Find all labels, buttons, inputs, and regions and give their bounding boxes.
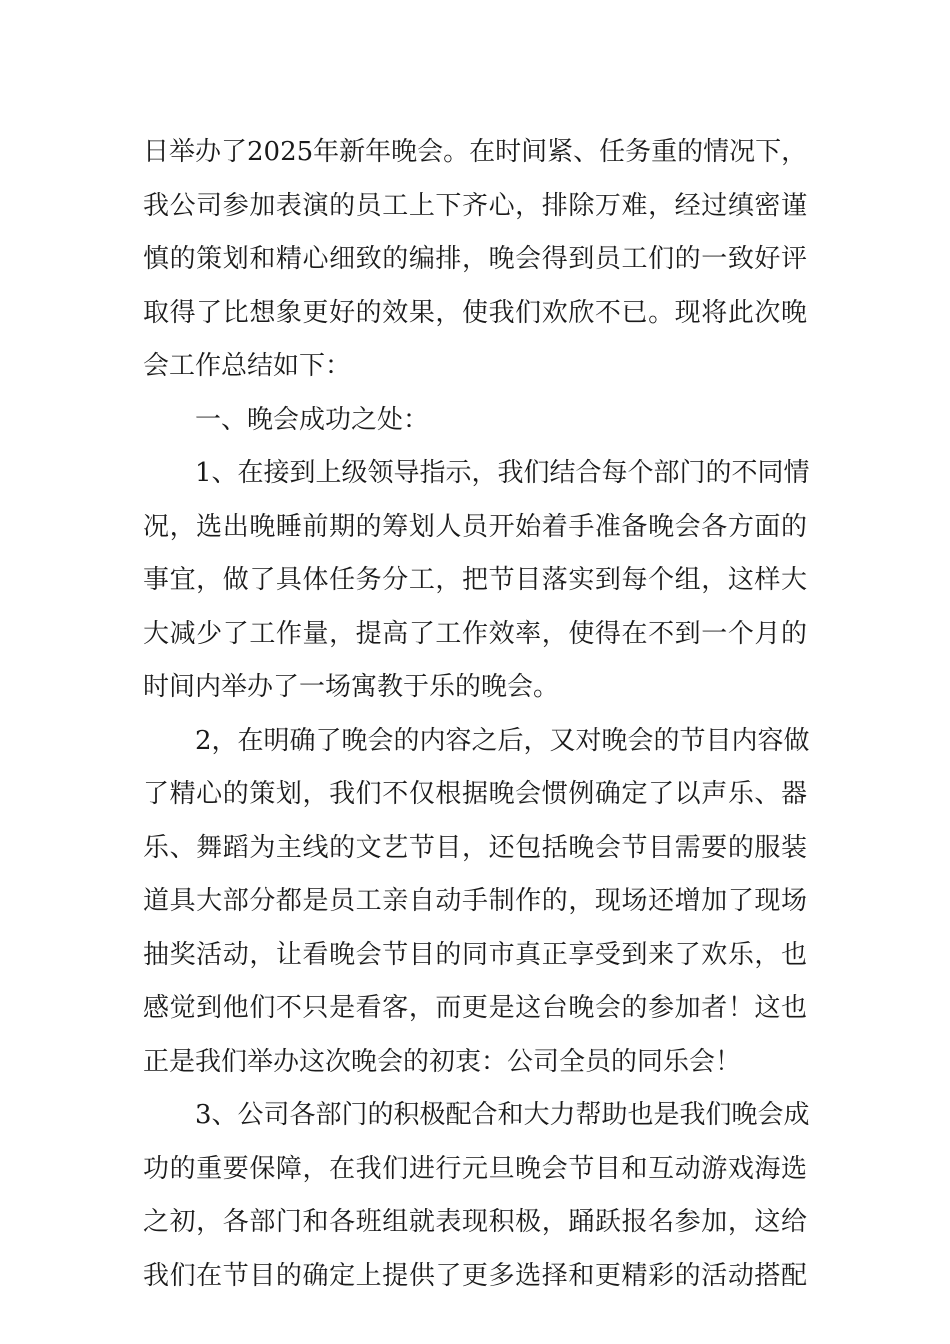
text-line: 日举办了2025年新年晚会。在时间紧、任务重的情况下，	[143, 137, 808, 167]
text-line: 功的重要保障，在我们进行元旦晚会节目和互动游戏海选	[143, 1153, 807, 1184]
section-heading: 一、晚会成功之处：	[195, 404, 430, 435]
text-line: 正是我们举办这次晚会的初衷：公司全员的同乐会！	[143, 1046, 742, 1077]
text-line: 乐、舞蹈为主线的文艺节目，还包括晚会节目需要的服装	[143, 832, 807, 863]
document-body	[143, 126, 810, 1303]
text-line: 了精心的策划，我们不仅根据晚会惯例确定了以声乐、器	[143, 779, 807, 809]
text-line: 之初，各部门和各班组就表现积极，踊跃报名参加，这给	[143, 1207, 807, 1237]
text-line: 道具大部分都是员工亲自动手制作的，现场还增加了现场	[143, 886, 807, 916]
text-line: 我公司参加表演的员工上下齐心，排除万难，经过缜密谨	[143, 190, 807, 221]
paragraph-point-3	[143, 1089, 810, 1303]
text-line: 时间内举办了一场寓教于乐的晚会。	[143, 672, 560, 702]
text-line: 慎的策划和精心细致的编排，晚会得到员工们的一致好评	[143, 244, 807, 274]
text-line: 取得了比想象更好的效果，使我们欢欣不已。现将此次晚	[143, 297, 807, 328]
section-heading-success	[143, 394, 807, 448]
text-line: 1、在接到上级领导指示，我们结合每个部门的不同情	[195, 458, 810, 488]
text-line: 事宜，做了具体任务分工，把节目落实到每个组，这样大	[143, 565, 807, 595]
text-line: 3、公司各部门的积极配合和大力帮助也是我们晚会成	[195, 1100, 810, 1130]
paragraph-point-2	[143, 715, 810, 1090]
paragraph-point-1	[143, 447, 810, 715]
text-line: 抽奖活动，让看晚会节目的同市真正享受到来了欢乐，也	[143, 939, 807, 970]
text-line: 大减少了工作量，提高了工作效率，使得在不到一个月的	[143, 618, 807, 649]
text-line: 会工作总结如下：	[143, 351, 352, 381]
text-line: 况，选出晚睡前期的筹划人员开始着手准备晚会各方面的	[143, 511, 807, 542]
paragraph-intro	[143, 126, 807, 394]
text-line: 感觉到他们不只是看客，而更是这台晚会的参加者！这也	[143, 993, 807, 1023]
text-line: 2，在明确了晚会的内容之后，又对晚会的节目内容做	[195, 725, 810, 756]
text-line: 我们在节目的确定上提供了更多选择和更精彩的活动搭配	[143, 1260, 807, 1291]
